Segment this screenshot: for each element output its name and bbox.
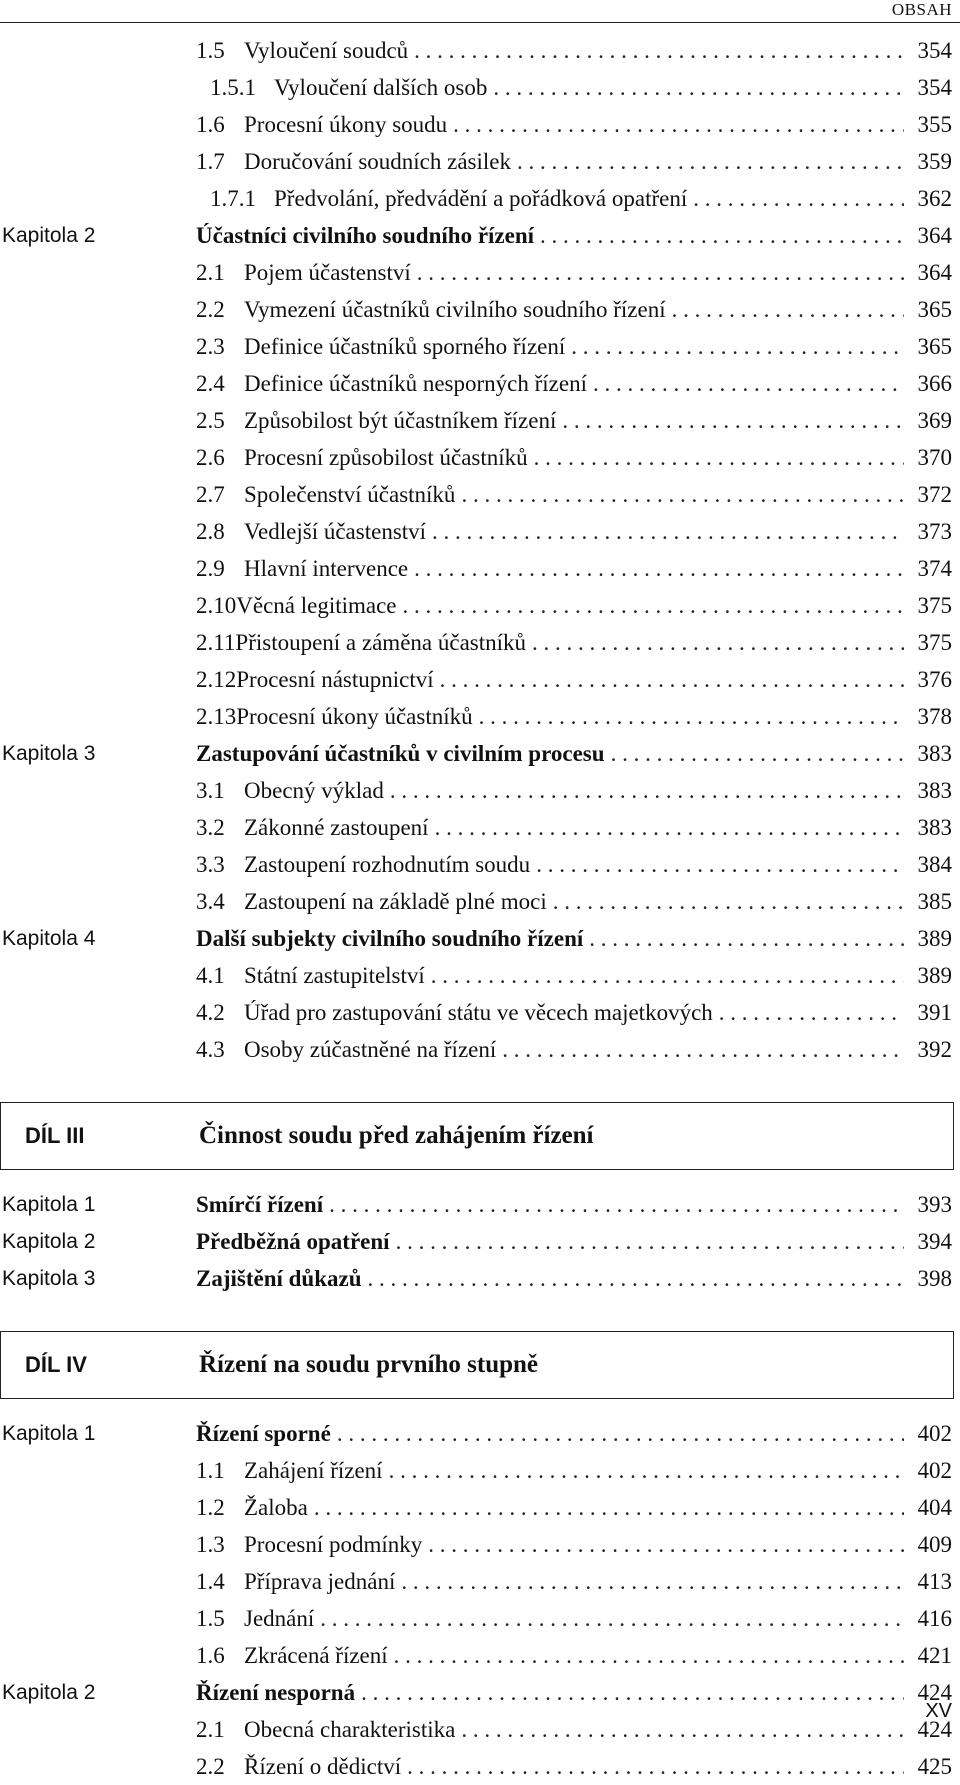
page-ref: 365	[917, 333, 952, 359]
toc-section-row[interactable]	[0, 254, 960, 291]
dot-leader	[553, 889, 904, 915]
running-head: OBSAH	[891, 0, 952, 19]
toc-entry	[196, 149, 952, 175]
toc-section-row[interactable]	[0, 846, 960, 883]
dot-leader	[414, 38, 904, 64]
section-number: 2.4	[196, 370, 225, 396]
dot-leader	[390, 778, 904, 804]
page-ref: 402	[917, 1457, 952, 1483]
page-ref: 383	[917, 740, 952, 766]
page-ref: 364	[917, 259, 952, 285]
toc-entry	[196, 741, 952, 767]
entry-title: Řízení o dědictví	[244, 1753, 402, 1779]
toc-section-row[interactable]	[0, 809, 960, 846]
toc-section-row[interactable]	[0, 550, 960, 587]
toc-section-row[interactable]	[0, 180, 960, 217]
page-ref: 383	[917, 814, 952, 840]
page-ref: 376	[917, 666, 952, 692]
toc-entry	[196, 371, 952, 397]
dot-leader	[493, 75, 904, 101]
entry-title: Smírčí řízení	[196, 1191, 324, 1217]
dot-leader	[532, 630, 904, 656]
toc-section-row[interactable]	[0, 328, 960, 365]
toc-entry	[196, 963, 952, 989]
toc-entry	[196, 778, 952, 804]
section-number: 1.5	[196, 1605, 225, 1631]
entry-title: Způsobilost být účastníkem řízení	[244, 407, 557, 433]
toc-chapter-row[interactable]	[0, 735, 960, 772]
toc-entry	[196, 926, 952, 952]
dot-leader	[719, 1000, 904, 1026]
entry-title: Zákonné zastoupení	[244, 814, 429, 840]
section-number: 2.3	[196, 333, 225, 359]
entry-title: Řízení sporné	[196, 1420, 331, 1446]
toc-entry	[196, 1000, 952, 1026]
entry-title: Doručování soudních zásilek	[244, 148, 511, 174]
page-ref: 425	[917, 1753, 952, 1779]
dot-leader	[435, 815, 904, 841]
dot-leader	[672, 297, 904, 323]
page-ref: 383	[917, 777, 952, 803]
toc-section-row[interactable]	[0, 1637, 960, 1674]
toc-entry	[196, 1458, 952, 1484]
toc-entry	[196, 630, 952, 656]
dot-leader	[562, 408, 904, 434]
page-ref: 404	[917, 1494, 952, 1520]
dot-leader	[320, 1606, 904, 1632]
dot-leader	[453, 112, 904, 138]
chapter-label: Kapitola 2	[2, 1229, 96, 1253]
toc-entry	[196, 556, 952, 582]
entry-title: Účastníci civilního soudního řízení	[196, 222, 535, 248]
section-number: 2.8	[196, 518, 225, 544]
part-title: Řízení na soudu prvního stupně	[199, 1351, 539, 1378]
dot-leader	[461, 482, 904, 508]
dot-leader	[403, 593, 904, 619]
dot-leader	[534, 445, 904, 471]
section-number: 1.6	[196, 1642, 225, 1668]
page-ref: 364	[917, 222, 952, 248]
dot-leader	[368, 1266, 904, 1292]
entry-title: Úřad pro zastupování státu ve věcech majetkových	[244, 999, 713, 1025]
section-number: 1.4	[196, 1568, 225, 1594]
chapter-label: Kapitola 1	[2, 1192, 96, 1216]
toc-entry	[196, 334, 952, 360]
entry-title: Řízení nesporná	[196, 1679, 356, 1705]
toc-chapter-row[interactable]	[0, 217, 960, 254]
section-number: 2.13	[196, 703, 237, 729]
page-ref: 385	[917, 888, 952, 914]
toc-section-row[interactable]	[0, 365, 960, 402]
toc-entry	[196, 38, 952, 64]
chapter-label: Kapitola 2	[2, 223, 96, 247]
chapter-label: Kapitola 2	[2, 1680, 96, 1704]
toc-chapter-row[interactable]	[0, 1415, 960, 1452]
toc-section-row[interactable]	[0, 106, 960, 143]
toc-entry	[196, 1037, 952, 1063]
dot-leader	[329, 1192, 904, 1218]
toc-entry	[196, 593, 952, 619]
section-number: 2.6	[196, 444, 225, 470]
page-ref: 362	[917, 185, 952, 211]
toc-chapter-row[interactable]	[0, 920, 960, 957]
toc-entry	[196, 223, 952, 249]
dot-leader	[540, 223, 904, 249]
entry-title: Další subjekty civilního soudního řízení	[196, 925, 584, 951]
toc-section-row[interactable]	[0, 402, 960, 439]
chapter-label: Kapitola 1	[2, 1421, 96, 1445]
entry-title: Pojem účastenství	[244, 259, 411, 285]
entry-title: Hlavní intervence	[244, 555, 409, 581]
section-number: 2.2	[196, 296, 225, 322]
toc-section-row[interactable]	[0, 1600, 960, 1637]
page-ref: 413	[917, 1568, 952, 1594]
entry-title: Zastoupení na základě plné moci	[244, 888, 547, 914]
entry-title: Předvolání, předvádění a pořádková opatření	[274, 185, 688, 211]
dot-leader	[396, 1229, 904, 1255]
page-ref: 359	[917, 148, 952, 174]
toc-entry	[196, 1643, 952, 1669]
entry-title: Předběžná opatření	[196, 1228, 390, 1254]
toc-entry	[196, 297, 952, 323]
dot-leader	[432, 519, 904, 545]
toc-entry	[196, 1192, 952, 1218]
page-ref: 365	[917, 296, 952, 322]
section-number: 2.11	[196, 629, 236, 655]
entry-title: Žaloba	[244, 1494, 308, 1520]
page-ref: 424	[917, 1679, 952, 1705]
dot-leader	[389, 1458, 904, 1484]
toc-chapter-row[interactable]	[0, 1223, 960, 1260]
section-number: 3.2	[196, 814, 225, 840]
chapter-label: Kapitola 3	[2, 741, 96, 765]
toc-entry	[196, 482, 952, 508]
toc-section-row[interactable]	[0, 1489, 960, 1526]
entry-title: Vymezení účastníků civilního soudního řízení	[244, 296, 666, 322]
toc-section-row[interactable]	[0, 1452, 960, 1489]
toc-entry	[196, 667, 952, 693]
chapter-label: Kapitola 4	[2, 926, 96, 950]
section-number: 1.7	[196, 148, 225, 174]
part-label: DÍL III	[25, 1123, 85, 1148]
dot-leader	[589, 926, 904, 952]
dot-leader	[361, 1680, 904, 1706]
part-box	[0, 1331, 954, 1399]
toc-section-row[interactable]	[0, 624, 960, 661]
toc-entry	[196, 815, 952, 841]
page-ref: 393	[917, 1191, 952, 1217]
dot-leader	[440, 667, 904, 693]
entry-title: Společenství účastníků	[244, 481, 456, 507]
section-number: 2.12	[196, 666, 237, 692]
toc-section-row[interactable]	[0, 957, 960, 994]
toc-entry	[196, 1569, 952, 1595]
entry-title: Zkrácená řízení	[244, 1642, 388, 1668]
toc-entry	[196, 889, 952, 915]
page-ref: 384	[917, 851, 952, 877]
entry-title: Zahájení řízení	[244, 1457, 383, 1483]
toc-chapter-row[interactable]	[0, 1674, 960, 1711]
entry-title: Obecný výklad	[244, 777, 384, 803]
dot-leader	[571, 334, 904, 360]
section-number: 3.1	[196, 777, 225, 803]
dot-leader	[431, 963, 904, 989]
toc-entry	[196, 260, 952, 286]
dot-leader	[479, 704, 904, 730]
page-ref: 366	[917, 370, 952, 396]
dot-leader	[337, 1421, 904, 1447]
toc-section-row[interactable]	[0, 772, 960, 809]
page-ref: 372	[917, 481, 952, 507]
entry-title: Zastupování účastníků v civilním procesu	[196, 740, 605, 766]
toc-entry	[210, 186, 952, 212]
entry-title: Procesní nástupnictví	[236, 666, 434, 692]
dot-leader	[394, 1643, 904, 1669]
page-ref: 375	[917, 629, 952, 655]
dot-leader	[407, 1754, 904, 1780]
dot-leader	[611, 741, 904, 767]
section-number: 2.1	[196, 259, 225, 285]
page-ref: 370	[917, 444, 952, 470]
toc-entry	[196, 112, 952, 138]
toc-entry	[196, 852, 952, 878]
toc-entry	[196, 1229, 952, 1255]
entry-title: Obecná charakteristika	[244, 1716, 456, 1742]
page-ref: 416	[917, 1605, 952, 1631]
section-number: 1.6	[196, 111, 225, 137]
toc-entry	[196, 1606, 952, 1632]
entry-title: Definice účastníků nesporných řízení	[244, 370, 587, 396]
toc-entry	[196, 704, 952, 730]
toc-section-row[interactable]	[0, 439, 960, 476]
toc-section-row[interactable]	[0, 291, 960, 328]
entry-title: Státní zastupitelství	[244, 962, 425, 988]
entry-title: Procesní způsobilost účastníků	[244, 444, 528, 470]
toc-entry	[196, 408, 952, 434]
toc-entry	[196, 1717, 952, 1743]
entry-title: Osoby zúčastněné na řízení	[244, 1036, 497, 1062]
dot-leader	[693, 186, 904, 212]
entry-title: Procesní úkony účastníků	[236, 703, 473, 729]
entry-title: Zajištění důkazů	[196, 1265, 362, 1291]
dot-leader	[401, 1569, 904, 1595]
toc-entry	[196, 1266, 952, 1292]
section-number: 1.2	[196, 1494, 225, 1520]
toc-section-row[interactable]	[0, 883, 960, 920]
page-ref: 424	[917, 1716, 952, 1742]
section-number: 1.5	[196, 37, 225, 63]
section-number: 4.3	[196, 1036, 225, 1062]
entry-title: Procesní úkony soudu	[244, 111, 448, 137]
page-ref: 355	[917, 111, 952, 137]
dot-leader	[517, 149, 904, 175]
page-ref: 354	[917, 37, 952, 63]
part-heading	[0, 1092, 960, 1176]
toc-section-row[interactable]	[0, 1031, 960, 1068]
dot-leader	[417, 260, 904, 286]
entry-title: Zastoupení rozhodnutím soudu	[244, 851, 531, 877]
entry-title: Přistoupení a záměna účastníků	[235, 629, 527, 655]
section-number: 2.2	[196, 1753, 225, 1779]
entry-title: Jednání	[244, 1605, 315, 1631]
table-of-contents	[0, 32, 960, 1785]
part-heading	[0, 1321, 960, 1405]
dot-leader	[414, 556, 904, 582]
section-number: 1.5.1	[210, 74, 256, 100]
page-ref: 394	[917, 1228, 952, 1254]
toc-entry	[196, 1532, 952, 1558]
page-ref: 389	[917, 962, 952, 988]
part-box	[0, 1102, 954, 1170]
section-number: 4.2	[196, 999, 225, 1025]
dot-leader	[593, 371, 904, 397]
part-title: Činnost soudu před zahájením řízení	[199, 1122, 594, 1149]
toc-section-row[interactable]	[0, 587, 960, 624]
page-ref: 391	[917, 999, 952, 1025]
entry-title: Definice účastníků sporného řízení	[244, 333, 566, 359]
toc-entry	[196, 445, 952, 471]
page-ref: 392	[917, 1036, 952, 1062]
section-number: 2.5	[196, 407, 225, 433]
toc-entry	[196, 1495, 952, 1521]
toc-section-row[interactable]	[0, 994, 960, 1031]
page-number: XV	[925, 1700, 952, 1722]
toc-section-row[interactable]	[0, 1748, 960, 1785]
section-number: 2.7	[196, 481, 225, 507]
page-ref: 354	[917, 74, 952, 100]
section-number: 1.1	[196, 1457, 225, 1483]
entry-title: Procesní podmínky	[244, 1531, 423, 1557]
page-ref: 373	[917, 518, 952, 544]
dot-leader	[536, 852, 904, 878]
toc-section-row[interactable]	[0, 1526, 960, 1563]
dot-leader	[314, 1495, 904, 1521]
toc-entry	[196, 1421, 952, 1447]
entry-title: Vyloučení soudců	[244, 37, 409, 63]
page-ref: 375	[917, 592, 952, 618]
header-rule	[0, 22, 960, 23]
page-ref: 369	[917, 407, 952, 433]
toc-entry	[196, 519, 952, 545]
page-ref: 409	[917, 1531, 952, 1557]
toc-entry	[210, 75, 952, 101]
part-label: DÍL IV	[25, 1352, 87, 1377]
entry-title: Příprava jednání	[244, 1568, 396, 1594]
toc-section-row[interactable]	[0, 513, 960, 550]
page-ref: 389	[917, 925, 952, 951]
section-number: 4.1	[196, 962, 225, 988]
toc-section-row[interactable]	[0, 69, 960, 106]
toc-entry	[196, 1754, 952, 1780]
toc-chapter-row[interactable]	[0, 1260, 960, 1297]
section-number: 2.9	[196, 555, 225, 581]
section-number: 2.10	[196, 592, 237, 618]
toc-section-row[interactable]	[0, 143, 960, 180]
toc-section-row[interactable]	[0, 698, 960, 735]
toc-chapter-row[interactable]	[0, 1186, 960, 1223]
page-ref: 402	[917, 1420, 952, 1446]
dot-leader	[502, 1037, 904, 1063]
section-number: 2.1	[196, 1716, 225, 1742]
entry-title: Vyloučení dalších osob	[274, 74, 488, 100]
entry-title: Věcná legitimace	[236, 592, 397, 618]
toc-section-row[interactable]	[0, 661, 960, 698]
toc-section-row[interactable]	[0, 476, 960, 513]
entry-title: Vedlejší účastenství	[244, 518, 427, 544]
section-number: 1.3	[196, 1531, 225, 1557]
dot-leader	[428, 1532, 904, 1558]
page-ref: 421	[917, 1642, 952, 1668]
section-number: 1.7.1	[210, 185, 256, 211]
chapter-label: Kapitola 3	[2, 1266, 96, 1290]
page-ref: 374	[917, 555, 952, 581]
toc-section-row[interactable]	[0, 1711, 960, 1748]
section-number: 3.4	[196, 888, 225, 914]
page-ref: 398	[917, 1265, 952, 1291]
dot-leader	[461, 1717, 904, 1743]
toc-entry	[196, 1680, 952, 1706]
page-ref: 378	[917, 703, 952, 729]
section-number: 3.3	[196, 851, 225, 877]
toc-section-row[interactable]	[0, 1563, 960, 1600]
toc-section-row[interactable]	[0, 32, 960, 69]
